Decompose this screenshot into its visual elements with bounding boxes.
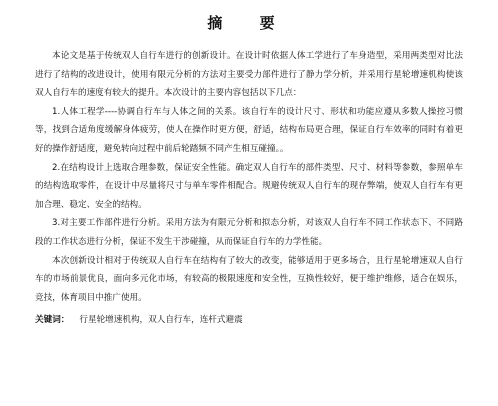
keywords-label: 关键词：	[35, 315, 70, 326]
intro-paragraph: 本论文是基于传统双人自行车进行的创新设计。在设计时依据人体工学进行了车身造型，采用两类型对比法进行了结构的改进设计，使用有限元分析的方法对主要受力部件进行了静力学分析，并采用行星轮增速机构使该双人自行车的速度有较大的提升。本次设计的主要内容包括以下几点：	[35, 51, 463, 99]
point-2-paragraph: 2.在结构设计上选取合理参数，保证安全性能。确定双人自行车的部件类型、尺寸、材料等参数，参照单车的结构选取零件，在设计中尽量将尺寸与单车零件相配合。规避传统双人自行车的现存弊端，使双人自行车有更加合理、稳定、安全的结构。	[35, 162, 463, 210]
point-3-paragraph: 3.对主要工作部件进行分析。采用方法为有限元分析和拟态分析，对该双人自行车不同工作状态下、不同路段的工作状态进行分析，保证不发生干涉碰撞，从而保证自行车的力学性能。	[35, 218, 463, 247]
page-title: 摘 要	[207, 14, 291, 32]
point-1-paragraph: 1.人体工程学----协调自行车与人体之间的关系。该自行车的设计尺寸、形状和功能应遵从多数人操控习惯等，找到合适角度缓解身体疲劳，使人在操作时更方便，舒适，结构布局更合理，保证自行车效率的同时有着更好的操作舒适度，避免转向过程中前后轮踏频不同产生相互碰撞。。	[35, 106, 463, 154]
conclusion-paragraph: 本次创新设计相对于传统双人自行车在结构有了较大的改变，能够适用于更多场合，且行星轮增速双人自行车的市场前景优良，面向多元化市场，有较高的极限速度和安全性，互换性较好，便于维护维修，适合在娱乐，竞技，体育项目中推广使用。	[35, 255, 463, 303]
abstract-body	[35, 47, 463, 330]
keywords-text: 行星轮增速机构，双人自行车，连杆式避震	[79, 315, 243, 326]
keywords-line	[35, 311, 463, 330]
